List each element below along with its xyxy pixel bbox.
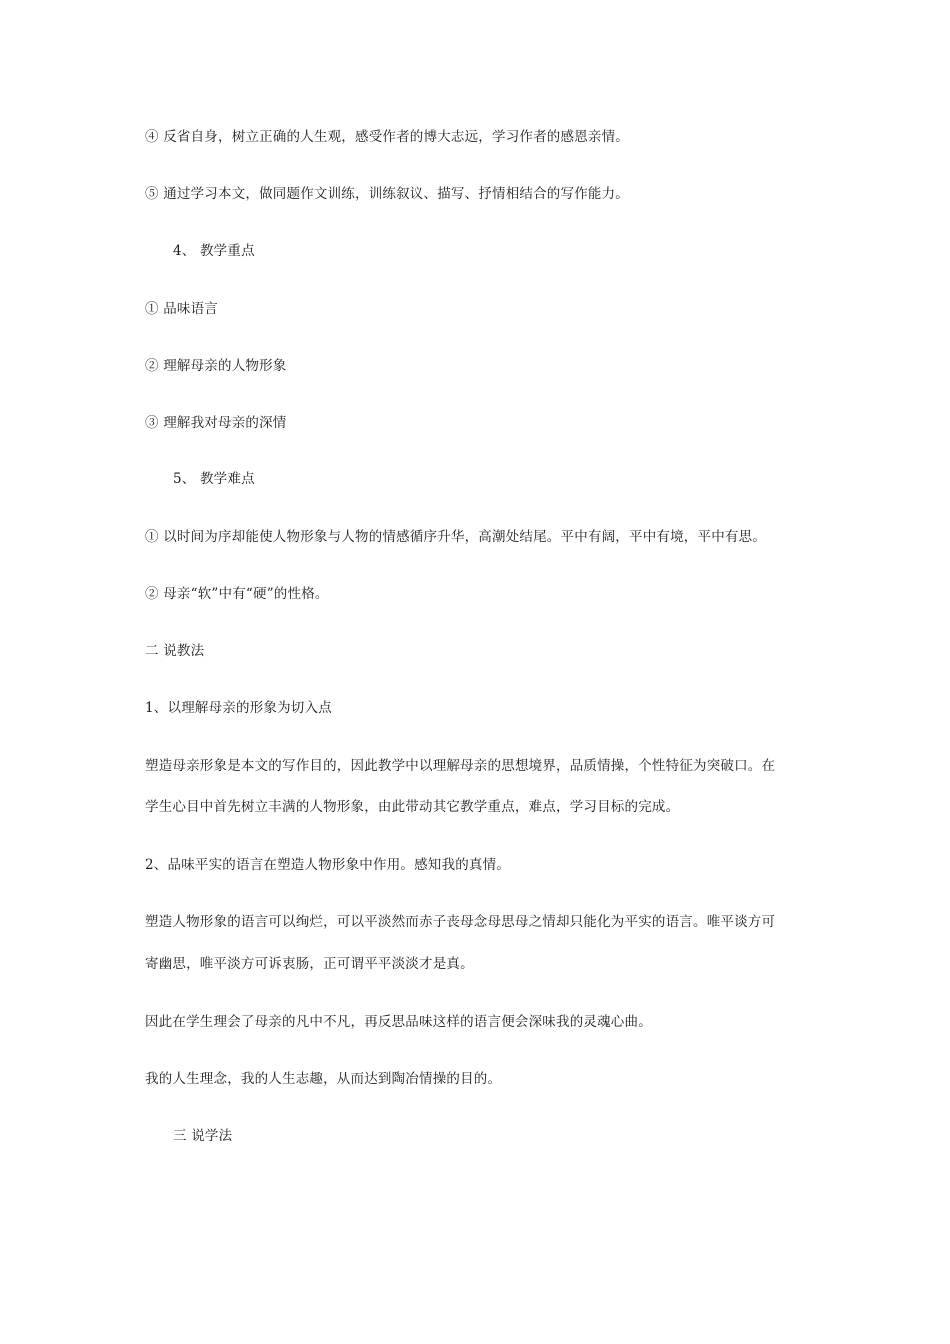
difficulties-heading: 5、 教学难点 [173,471,255,487]
teaching-method-heading: 二 说教法 [145,643,205,659]
teaching-point-2-title: 2、品味平实的语言在塑造人物形象中作用。感知我的真情。 [145,857,510,873]
learning-method-heading: 三 说学法 [173,1128,233,1144]
teaching-point-1-paragraph-line-1: 塑造母亲形象是本文的写作目的，因此教学中以理解母亲的思想境界，品质情操，个性特征为突破口。在 [145,758,776,774]
teaching-point-2-paragraph-line-1: 塑造人物形象的语言可以绚烂，可以平淡然而赤子丧母念母思母之情却只能化为平实的语言。唯平谈方可 [145,914,776,930]
teaching-point-2-paragraph-3: 我的人生理念，我的人生志趣，从而达到陶冶情操的目的。 [145,1071,502,1087]
difficulty-item-1: ① 以时间为序却能使人物形象与人物的情感循序升华，高潮处结尾。平中有阔，平中有境，平中有思。 [145,529,766,545]
teaching-point-1-title: 1、以理解母亲的形象为切入点 [145,700,332,716]
teaching-point-2-paragraph-line-2: 寄幽思，唯平淡方可诉衷肠，正可谓平平淡淡才是真。 [145,956,474,972]
objective-item-5: ⑤ 通过学习本文，做同题作文训练，训练叙议、描写、抒情相结合的写作能力。 [145,186,629,202]
key-point-item-3: ③ 理解我对母亲的深情 [145,415,287,431]
teaching-point-1-paragraph-line-2: 学生心目中首先树立丰满的人物形象，由此带动其它教学重点，难点，学习目标的完成。 [145,799,680,815]
key-points-heading: 4、 教学重点 [173,243,255,259]
difficulty-item-2: ② 母亲“软”中有“硬”的性格。 [145,586,329,602]
objective-item-4: ④ 反省自身，树立正确的人生观，感受作者的博大志远，学习作者的感恩亲情。 [145,129,629,145]
key-point-item-1: ① 品味语言 [145,301,218,317]
teaching-point-2-paragraph-2: 因此在学生理会了母亲的凡中不凡，再反思品味这样的语言便会深味我的灵魂心曲。 [145,1014,652,1030]
key-point-item-2: ② 理解母亲的人物形象 [145,358,287,374]
